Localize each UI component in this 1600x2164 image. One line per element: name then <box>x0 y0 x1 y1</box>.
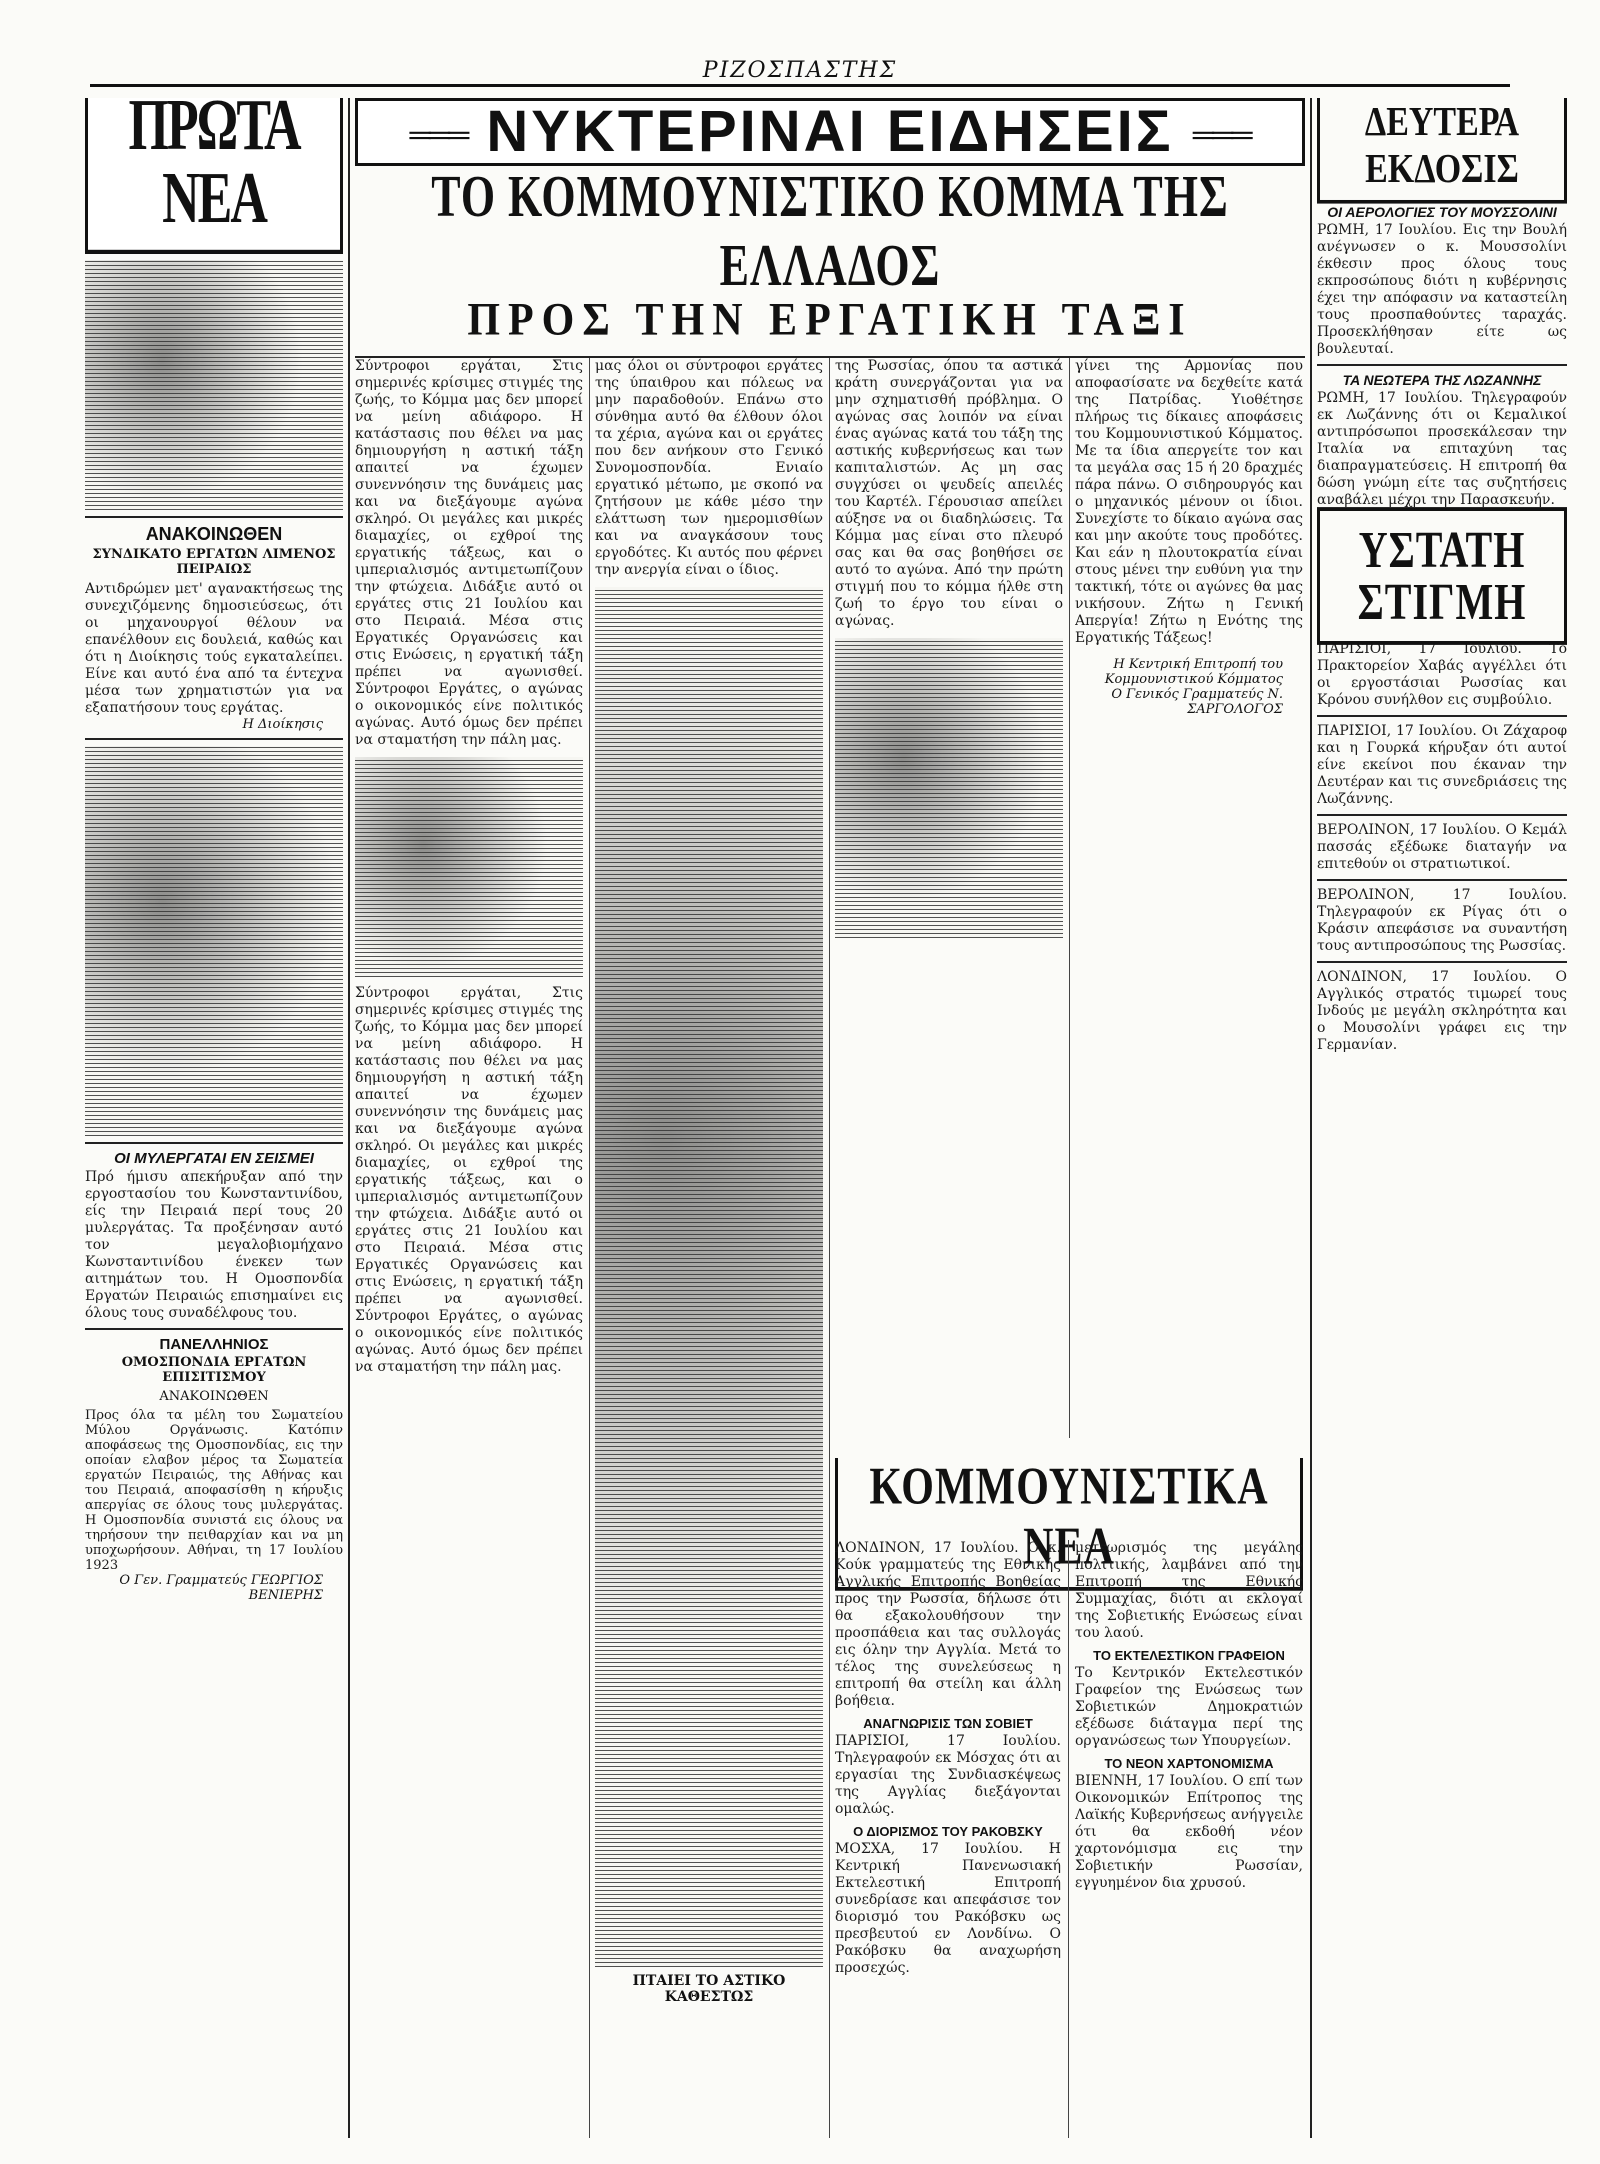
communist-news-title: ΚΟΜΜΟΥΝΙΣΤΙΚΑ ΝΕΑ <box>835 1458 1303 1591</box>
first-news-title: ΠΡΩΤΑ ΝΕΑ <box>85 98 343 254</box>
communist-news-section <box>835 1458 1303 2138</box>
news-item: ΜΟΣΧΑ, 17 Ιουλίου. Η Κεντρική Πανενωσιακή Εκτελεστική Επιτροπή συνεδρίασε και απεφάσισε τον διορισμό του Ρακόβσκυ ως πρεσβευτού εν Λονδίνω. Ο Ρακόβσκυ θα αναχωρήση προσεχώς. <box>835 1841 1061 1976</box>
article-text: της Ρωσσίας, όπου τα αστικά κράτη συνεργάζονται για να μην σχηματισθή πρόβλημα. Ο αγώνας σας λοιπόν να είναι ένας αγώνας κατά του τάξη της αστικής κυβερνήσεως και των καπιταλιστών. Ας μη σας συγχύσει οι ψευδείς απειλές του Καρτέλ. Γέρουσιασ απείλει αύξησε να οι διαδηλώσεις. Τα Κόμμα μας είναι στο πλευρό σας και θα σας βοηθήσει σε αυτό το αγώνα. Από την πρώτη στιγμή που το κόμμα ήλθε στη ζωή το έργο του είναι ο αγώνας. <box>835 358 1063 629</box>
article-column-2 <box>595 358 823 2138</box>
lausanne-text: ΡΩΜΗ, 17 Ιουλίου. Τηλεγραφούν εκ Λωζάννης ότι οι Κεμαλικοί αντιπρόσωποι προσεκάλεσαν την Ιταλία να επιταχύνη τας διαπραγματεύσεις. Η επιτροπή θα δώση γνώμη είτε τας συζητήσεις αναβάλει μέχρι την Παρασκευήν. <box>1317 390 1567 509</box>
communist-news-column-1 <box>835 1540 1061 2138</box>
smudged-text-block <box>835 638 1063 938</box>
last-minute-item: ΠΑΡΙΣΙΟΙ, 17 Ιουλίου. Το Πρακτορείον Χαβάς αγγέλλει ότι οι εργοστάσιαι Ρωσσίας και Κρόνου συνήλθον εις συμβούλιο. <box>1317 641 1567 709</box>
announcement-subheading: ΣΥΝΔΙΚΑΤΟ ΕΡΓΑΤΩΝ ΛΙΜΕΝΟΣ ΠΕΙΡΑΙΩΣ <box>92 547 336 577</box>
banner-ornament: ═══ <box>1192 118 1251 152</box>
news-item: μετεωρισμός της μεγάλης πολιτικής, λαμβάνει από την Επιτροπή της Εθνικής Συμμαχίας, διότι αι εκλογαί της Σοβιετικής Ενώσεως είναι του λαού. <box>1075 1540 1303 1641</box>
column-divider <box>1310 98 1312 2138</box>
column-divider <box>1068 1540 1069 2138</box>
committee-signature: Η Κεντρική Επιτροπή του Κομμουνιστικού Κόμματος <box>1104 657 1283 687</box>
announcement-text: Αντιδρώμεν μετ' αγανακτήσεως της συνεχιζόμενης δημοσιεύσεως, ότι οι μηχανουργοί θέλουν να επανέλθουν εις δουλειά, καθώς και ότι η Διοίκησις τούς εγκαταλείπει. Είνε και αυτό ένα από τα έντεχνα μέσα των χρηματιστών για να εξαπατήσουν τους εργάτας. <box>85 581 343 716</box>
last-minute-item: ΛΟΝΔΙΝΟΝ, 17 Ιουλίου. Ο Αγγλικός στρατός τιμωρεί τους Ινδούς με μεγάλη σκληρότητα και ο Μουσολίνι γράφει εις την Γερμανίαν. <box>1317 969 1567 1054</box>
communist-news-column-2 <box>1075 1540 1303 2138</box>
article-column-4 <box>1075 358 1303 1438</box>
news-heading: ΤΟ ΝΕΟΝ ΧΑΡΤΟΝΟΜΙΣΜΑ <box>1104 1756 1274 1771</box>
smudged-text-block <box>85 746 343 1136</box>
divider <box>85 516 343 518</box>
last-minute-item: ΒΕΡΟΛΙΝΟΝ, 17 Ιουλίου. Ο Κεμάλ πασσάς εξέδωκε διαταγήν να επιτεθούν οι στρατιωτικοί. <box>1317 822 1567 873</box>
article-column-1 <box>355 358 583 2138</box>
newspaper-name: ΡΙΖΟΣΠΑΣΤΗΣ <box>702 58 898 83</box>
second-edition-title: ΔΕΥΤΕΡΑ ΕΚΔΟΣΙΣ <box>1317 98 1567 204</box>
news-heading: Ο ΔΙΟΡΙΣΜΟΣ ΤΟΥ ΡΑΚΟΒΣΚΥ <box>853 1824 1043 1839</box>
column-divider <box>1069 358 1070 1438</box>
column-divider <box>348 98 350 2138</box>
divider <box>1317 961 1567 963</box>
federation-text: Προς όλα τα μέλη του Σωματείου Μύλου Οργάνωσις. Κατόπιν αποφάσεως της Ομοσπονδίας, εις την οποίαν ελαβον μέρος τα Σωματεία εργατών Πειραιώς, της Αθήνας και του Πειραιά, αποφασίσθη η κήρυξις απεργίας σε όλους τους μυλεργάτας. Η Ομοσπονδία συνιστά εις όλους να τηρήσουν την πειθαρχίαν και να μη υποχωρήσουν. Αθήναι, τη 17 Ιουλίου 1923 <box>85 1408 343 1573</box>
smudged-text-block <box>85 260 343 510</box>
lausanne-heading: ΤΑ ΝΕΩΤΕΡΑ ΤΗΣ ΛΩΖΑΝΝΗΣ <box>1342 372 1542 389</box>
millworkers-text: Πρό ήμισυ απεκήρυξαν από την εργοστασίου του Κωνσταντινίδου, είς την Πειραιά περί τους 20 μυλεργάτας. Τα προξένησαν αυτό τον μεγαλοβιομήχανο Κωνσταντινίδου ένεκεν των αιτημάτων του. Η Ομοσπονδία Εργατών Πειραιώς επισημαίνει εις όλους τους συναδέλφους του. <box>85 1169 343 1321</box>
last-minute-item: ΠΑΡΙΣΙΟΙ, 17 Ιουλίου. Οι Ζάχαροφ και η Γουρκά κήρυξαν ότι αυτοί είνε εκείνοι που έκαναν την Δευτέραν και τις συνεδριάσεις της Λωζάννης. <box>1317 723 1567 808</box>
main-headline: ΤΟ ΚΟΜΜΟΥΝΙΣΤΙΚΟ ΚΟΜΜΑ ΤΗΣ ΕΛΛΑΔΟΣ <box>431 163 1229 299</box>
federation-subheading: ΟΜΟΣΠΟΝΔΙΑ ΕΡΓΑΤΩΝ ΕΠΙΣΙΤΙΣΜΟΥ <box>121 1355 307 1385</box>
article-column-3 <box>835 358 1063 1438</box>
smudged-text-block <box>355 757 583 977</box>
divider <box>1317 715 1567 717</box>
main-section <box>355 98 1305 2148</box>
news-heading: ΤΟ ΕΚΤΕΛΕΣΤΙΚΟΝ ΓΡΑΦΕΙΟΝ <box>1093 1648 1285 1663</box>
divider <box>85 1142 343 1144</box>
divider <box>1317 364 1567 366</box>
night-news-banner <box>355 98 1305 166</box>
column-divider <box>829 358 830 2138</box>
news-item: ΒΙΕΝΝΗ, 17 Ιουλίου. Ο επί των Οικονομικών Επίτροπος της Λαϊκής Κυβερνήσεως ανήγγειλε ότι θα εκδοθή νέον χαρτονόμισμα εις την Σοβιετικήν Ρωσσίαν, εγγυημένον δια χρυσού. <box>1075 1773 1303 1891</box>
article-text: Σύντροφοι εργάται, Στις σημερινές κρίσιμες στιγμές της ζωής, το Κόμμα μας δεν μπορεί να μείνη αδιάφορο. Η κατάστασις που θέλει να μας δημιουργήση η αστική τάξη απαιτεί να έχωμεν συνεννόησιν της δυνάμεις μας και να διεξάγουμε αγώνα σκληρό. Οι μεγάλες και μικρές διαμαχίες, οι εχθροί της εργατικής τάξεως, και ο ιμπεριαλισμός αντιμετωπίζουν την φτώχεια. Διδάξιε αυτό οι εργάτες στις 21 Ιουλίου και στο Πειραιά. Μέσα στις Εργατικές Οργανώσεις και στις Ενώσεις, η εργατική τάξη πρέπει να αγωνισθεί. Σύντροφοι Εργάτες, ο αγώνας ο οικονομικός είνε πολιτικός αγώνας. Αυτό όμως δεν πρέπει να σταματήση την πάλη μας. <box>355 358 583 748</box>
mussolini-heading: ΟΙ ΑΕΡΟΛΟΓΙΕΣ ΤΟΥ ΜΟΥΣΣΟΛΙΝΙ <box>1327 204 1557 221</box>
divider <box>85 1328 343 1330</box>
federation-announcement-label: ΑΝΑΚΟΙΝΩΘΕΝ <box>159 1389 269 1404</box>
divider <box>85 738 343 740</box>
column-caption: ΠΤΑΙΕΙ ΤΟ ΑΣΤΙΚΟ ΚΑΘΕΣΤΩΣ <box>632 1973 786 2005</box>
mussolini-text: ΡΩΜΗ, 17 Ιουλίου. Εις την Βουλή ανέγνωσεν ο κ. Μουσσολίνι έκθεσιν προς όλους τους εκπροσώπους διότι η κυβέρνησις έχει την απόφασιν να καταστείλη τους προσπαθούντες ταραχάς. Προσεκλήθησαν είτε ως βουλευταί. <box>1317 222 1567 358</box>
masthead-rule <box>90 84 1510 87</box>
banner-ornament: ═══ <box>409 118 468 152</box>
news-item: ΛΟΝΔΙΝΟΝ, 17 Ιουλίου. Ο κ. Κούκ γραμματεύς της Εθνικής Αγγλικής Επιτροπής Βοηθείας προς την Ρωσσία, δήλωσε ότι θα εξακολουθήσουν την προσπάθεια και τας συλλογάς εις όλην την Αγγλία. Μετά το τέλος της συνελεύσεως η επιτροπή θα στείλη και άλλη βοήθεια. <box>835 1540 1061 1709</box>
announcement-heading: ΑΝΑΚΟΙΝΩΘΕΝ <box>145 524 283 544</box>
main-subheadline: ΠΡΟΣ ΤΗΝ ΕΡΓΑΤΙΚΗ ΤΑΞΙ <box>467 294 1193 346</box>
article-text-continued: Σύντροφοι εργάται, Στις σημερινές κρίσιμες στιγμές της ζωής, το Κόμμα μας δεν μπορεί να μείνη αδιάφορο. Η κατάστασις που θέλει να μας δημιουργήση η αστική τάξη απαιτεί να έχωμεν συνεννόησιν της δυνάμεις μας και να διεξάγουμε αγώνα σκληρό. Οι μεγάλες και μικρές διαμαχίες, οι εχθροί της εργατικής τάξεως, και ο ιμπεριαλισμός αντιμετωπίζουν την φτώχεια. Διδάξιε αυτό οι εργάτες στις 21 Ιουλίου και στο Πειραιά. Μέσα στις Εργατικές Οργανώσεις και στις Ενώσεις, η εργατική τάξη πρέπει να αγωνισθεί. Σύντροφοι Εργάτες, ο αγώνας ο οικονομικός είνε πολιτικός αγώνας. Αυτό όμως δεν πρέπει να σταματήση την πάλη μας. <box>355 985 583 1375</box>
announcement-signature: Η Διοίκησις <box>242 717 323 732</box>
federation-heading: ΠΑΝΕΛΛΗΝΙΟΣ <box>159 1336 269 1353</box>
article-text: γίνει της Αρμονίας που αποφασίσατε να δεχθείτε κατά της Πατρίδας. Υιοθέτησε πλήρως τις δίκαιες αποφάσεις του Κομμουνιστικού Κόμματος. Με τα ίδια απεργείτε τον και τα μεγάλα σας 15 ή 20 δραχμές πάρα πάνω. Ο σιδηρουργός και ο μηχανικός μένουν οι ίδιοι. Συνεχίστε το δίκαιο αγώνα σας και μην ακούτε τους προδότες. Και εάν η πλουτοκρατία είναι στους μένει την ευθύνη για την τακτική, τότε οι αγώνες θα μας νικήσουν. Ζήτω η Γενική Απεργία! Ζήτω η Ενότης της Εργατικής Τάξεως! <box>1075 358 1303 646</box>
right-column <box>1317 98 1567 2148</box>
news-item: ΠΑΡΙΣΙΟΙ, 17 Ιουλίου. Τηλεγραφούν εκ Μόσχας ότι αι εργασίαι της Συνδιασκέψεως της Αγγλίας διεξάγονται ομαλώς. <box>835 1733 1061 1817</box>
news-heading: ΑΝΑΓΝΩΡΙΣΙΣ ΤΩΝ ΣΟΒΙΕΤ <box>863 1716 1033 1731</box>
banner-title: ΝΥΚΤΕΡΙΝΑΙ ΕΙΔΗΣΕΙΣ <box>486 99 1174 164</box>
divider <box>1317 814 1567 816</box>
federation-signature: Ο Γεν. Γραμματεύς ΓΕΩΡΓΙΟΣ ΒΕΝΙΕΡΗΣ <box>119 1573 323 1603</box>
smudged-text-block <box>595 587 823 1967</box>
left-column <box>85 98 343 2148</box>
secretary-signature: Ο Γενικός Γραμματεύς Ν. ΣΑΡΓΟΛΟΓΟΣ <box>1111 687 1283 717</box>
last-minute-title: ΥΣΤΑΤΗ ΣΤΙΓΜΗ <box>1317 507 1567 645</box>
last-minute-item: ΒΕΡΟΛΙΝΟΝ, 17 Ιουλίου. Τηλεγραφούν εκ Ρίγας ότι ο Κράσιν απεφάσισε να συναντήση τους αντιπροσώπους της Ρωσσίας. <box>1317 887 1567 955</box>
column-divider <box>589 358 590 2138</box>
masthead <box>0 0 1600 96</box>
divider <box>1317 879 1567 881</box>
article-text: μας όλοι οι σύντροφοι εργάτες της ύπαιθρου και πόλεως να μην παραδοθούν. Επάνω στο σύνθημα αυτό θα έλθουν όλοι τα χέρια, αγώνα και οι εργάτες που δεν ανήκουν στο Γενικό Συνομοσπονδία. Ενιαίο εργατικό μέτωπο, με σκοπό να ζητήσουν με κάθε μέσο την ελάττωση των ημερομισθίων και να αναγκάσουν τους εργοδότες. Κι αυτός που φέρνει την ανεργία είναι ο ίδιος. <box>595 358 823 578</box>
news-item: Το Κεντρικόν Εκτελεστικόν Γραφείον της Ενώσεως των Σοβιετικών Δημοκρατιών εξέδωσε διάταγμα περί της οργανώσεως των Υπουργείων. <box>1075 1665 1303 1749</box>
millworkers-heading: ΟΙ ΜΥΛΕΡΓΑΤΑΙ ΕΝ ΣΕΙΣΜΕΙ <box>114 1150 314 1167</box>
